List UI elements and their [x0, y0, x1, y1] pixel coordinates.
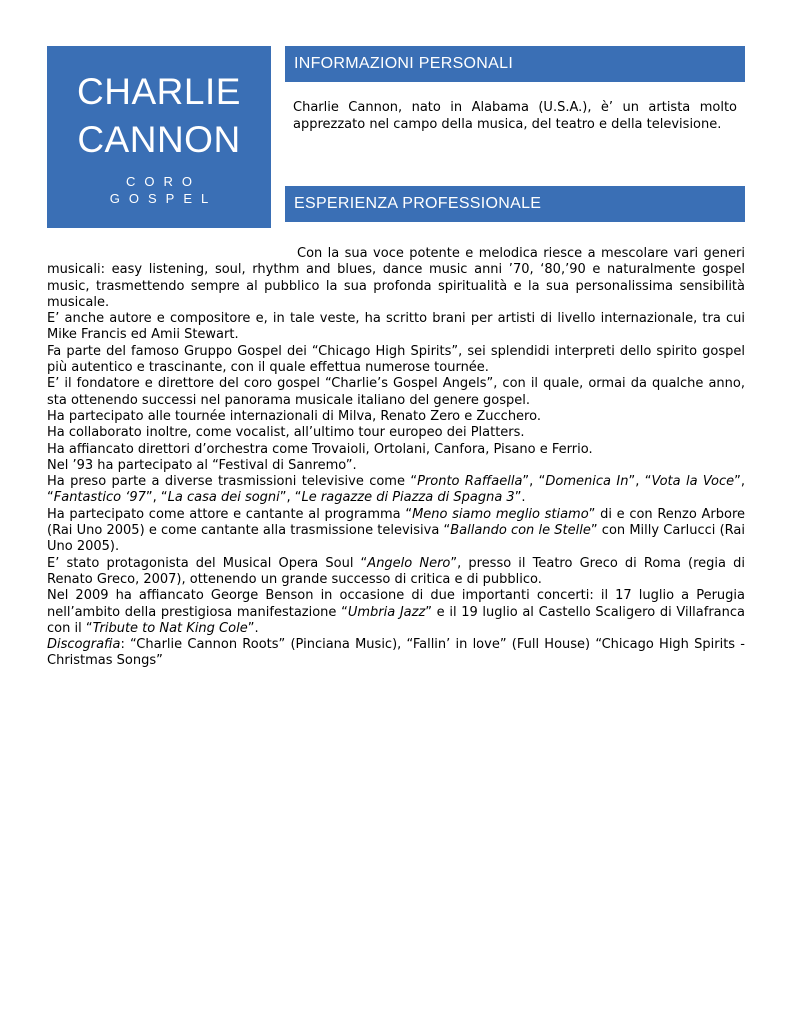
experience-paragraph: Fa parte del famoso Gruppo Gospel dei “Chicago High Spirits”, sei splendidi interpreti dello spirito gospel più autentico e trascinante, con il quale effettua numerose tournée.: [47, 343, 745, 376]
text-run: ” e il 19 luglio al Castello Scaligero di Villafranca con il “: [47, 604, 745, 636]
experience-paragraph-benson: [47, 588, 745, 637]
discography-paragraph: [47, 637, 745, 670]
section-header-personal-info: INFORMAZIONI PERSONALI: [285, 46, 745, 82]
show-title: Angelo Nero: [367, 555, 451, 571]
text-run: Ha partecipato come attore e cantante al programma “: [47, 506, 413, 522]
experience-paragraph-musical: [47, 556, 745, 589]
experience-paragraph: E’ il fondatore e direttore del coro gospel “Charlie’s Gospel Angels”, con il quale, ormai da qualche anno, sta ottenendo successi nel panorama musicale italiano del genere gospel.: [47, 376, 745, 408]
experience-paragraph-text: Con la sua voce potente e melodica riesce a mescolare vari generi musicali: easy listening, soul, rhythm and blues, dance music anni ’70, ‘80,’90 e naturalmente gospel music, trasmettendo sempre al pubblico la sua profonda spiritualità e la sua personalissima sensibilità musicale.: [47, 246, 745, 310]
discography-list: : “Charlie Cannon Roots” (Pinciana Music), “Fallin’ in love” (Full House) “Chicago High Spirits - Christmas Songs”: [47, 637, 745, 669]
experience-paragraph-programs: [47, 507, 745, 556]
discography-label: Discografia: [47, 637, 121, 653]
text-run: ” di e con Renzo Arbore (Rai Uno 2005) e come cantante alla trasmissione televisiva “: [47, 506, 746, 539]
text-run: ”.: [514, 490, 526, 506]
text-run: ”, “: [522, 474, 546, 490]
text-run: ” con Milly Carlucci (Rai Uno 2005).: [47, 523, 746, 555]
event-title: Tribute to Nat King Cole: [92, 620, 248, 636]
show-title: Meno siamo meglio stiamo: [412, 506, 589, 522]
text-run: ”.: [247, 620, 259, 636]
section-header-experience: ESPERIENZA PROFESSIONALE: [285, 186, 745, 222]
experience-body: [47, 246, 745, 670]
name-first: CHARLIE: [77, 71, 241, 112]
experience-paragraph-tv: [47, 474, 745, 507]
experience-paragraph: Nel ’93 ha partecipato al “Festival di Sanremo”.: [47, 457, 357, 473]
show-title: Fantastico ‘97: [53, 490, 146, 506]
text-run: ”, “: [279, 490, 302, 506]
show-title: Pronto Raffaella: [417, 474, 523, 490]
show-title: Vota la Voce: [651, 474, 735, 490]
text-run: ”, “: [628, 474, 652, 490]
experience-paragraph: Ha partecipato alle tournée internazionali di Milva, Renato Zero e Zucchero.: [47, 408, 541, 424]
text-run: ”, “: [145, 490, 168, 506]
text-run: ”, “: [47, 474, 746, 506]
text-run: Ha preso parte a diverse trasmissioni televisive come “: [47, 474, 418, 490]
text-run: E’ stato protagonista del Musical Opera Soul “: [47, 555, 368, 571]
show-title: Ballando con le Stelle: [450, 523, 591, 539]
experience-paragraph: E’ anche autore e compositore e, in tale veste, ha scritto brani per artisti di livello internazionale, tra cui Mike Francis ed Amii Stewart.: [47, 311, 745, 343]
experience-paragraph: Ha affiancato direttori d’orchestra come Trovaioli, Ortolani, Canfora, Pisano e Ferrio.: [47, 441, 593, 457]
personal-info-text: Charlie Cannon, nato in Alabama (U.S.A.), è’ un artista molto apprezzato nel campo della musica, del teatro e della televisione.: [293, 100, 737, 132]
show-title: Domenica In: [545, 474, 629, 490]
show-title: La casa dei sogni: [167, 490, 280, 506]
text-run: Nel 2009 ha affiancato George Benson in occasione di due importanti concerti: il 17 luglio a Perugia nell’ambito della prestigiosa manifestazione “: [47, 588, 745, 620]
text-run: ”, presso il Teatro Greco di Roma (regia di Renato Greco, 2007), ottenendo un grande successo di critica e di pubblico.: [47, 555, 745, 587]
show-title: Le ragazze di Piazza di Spagna 3: [301, 490, 515, 506]
event-title: Umbria Jazz: [347, 604, 426, 620]
subtitle-coro: CORO: [126, 174, 201, 189]
name-last: CANNON: [77, 119, 241, 160]
experience-paragraph: [47, 246, 745, 311]
subtitle-gospel: GOSPEL: [109, 191, 218, 206]
name-box: [47, 46, 271, 228]
experience-paragraph: Ha collaborato inoltre, come vocalist, all’ultimo tour europeo dei Platters.: [47, 425, 525, 441]
